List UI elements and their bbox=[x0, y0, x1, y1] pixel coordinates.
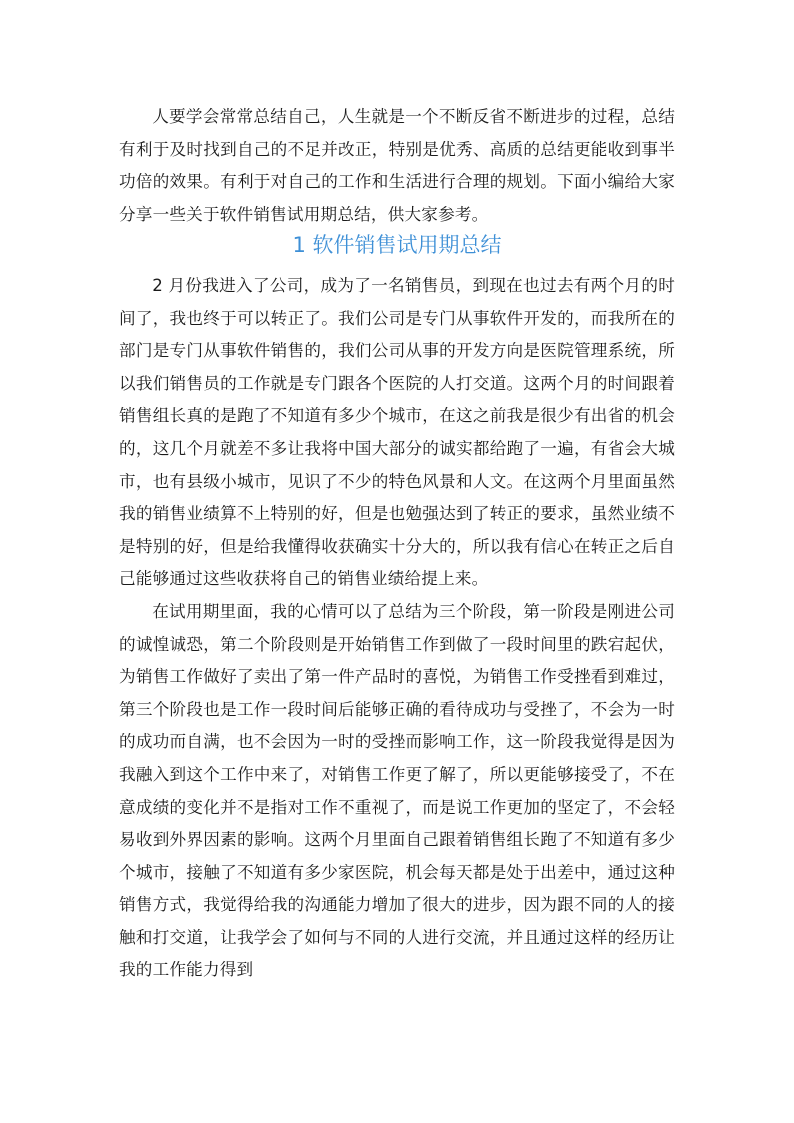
section-body bbox=[119, 270, 675, 987]
body-paragraph-1: 2 月份我进入了公司，成为了一名销售员，到现在也过去有两个月的时间了，我也终于可以转正了。我们公司是专门从事软件开发的，而我所在的部门是专门从事软件销售的，我们公司从事的开发方向是医院管理系统，所以我们销售员的工作就是专门跟各个医院的人打交道。这两个月的时间跟着销售组长真的是跑了不知道有多少个城市，在这之前我是很少有出省的机会的，这几个月就差不多让我将中国大部分的诚实都给跑了一遍，有省会大城市，也有县级小城市，见识了不少的特色风景和人文。在这两个月里面虽然我的销售业绩算不上特别的好，但是也勉强达到了转正的要求，虽然业绩不是特别的好，但是给我懂得收获确实十分大的，所以我有信心在转正之后自己能够通过这些收获将自己的销售业绩给提上来。 bbox=[119, 276, 675, 589]
intro-paragraph: 人要学会常常总结自己，人生就是一个不断反省不断进步的过程，总结有利于及时找到自己的不足并改正，特别是优秀、高质的总结更能收到事半功倍的效果。有利于对自己的工作和生活进行合理的规划。下面小编给大家分享一些关于软件销售试用期总结，供大家参考。 bbox=[119, 107, 675, 224]
body-paragraph-2: 在试用期里面，我的心情可以了总结为三个阶段，第一阶段是刚进公司的诚惶诚恐，第二个阶段则是开始销售工作到做了一段时间里的跌宕起伏，为销售工作做好了卖出了第一件产品时的喜悦，为销售工作受挫看到难过，第三个阶段也是工作一段时间后能够正确的看待成功与受挫了，不会为一时的成功而自满，也不会因为一时的受挫而影响工作，这一阶段我觉得是因为我融入到这个工作中来了，对销售工作更了解了，所以更能够接受了，不在意成绩的变化并不是指对工作不重视了，而是说工作更加的坚定了，不会轻易收到外界因素的影响。这两个月里面自己跟着销售组长跑了不知道有多少个城市，接触了不知道有多少家医院，机会每天都是处于出差中，通过这种销售方式，我觉得给我的沟通能力增加了很大的进步，因为跟不同的人的接触和打交道，让我学会了如何与不同的人进行交流，并且通过这样的经历让我的工作能力得到 bbox=[119, 601, 675, 980]
intro-section bbox=[119, 101, 675, 231]
section-heading: 1 软件销售试用期总结 bbox=[292, 233, 502, 257]
